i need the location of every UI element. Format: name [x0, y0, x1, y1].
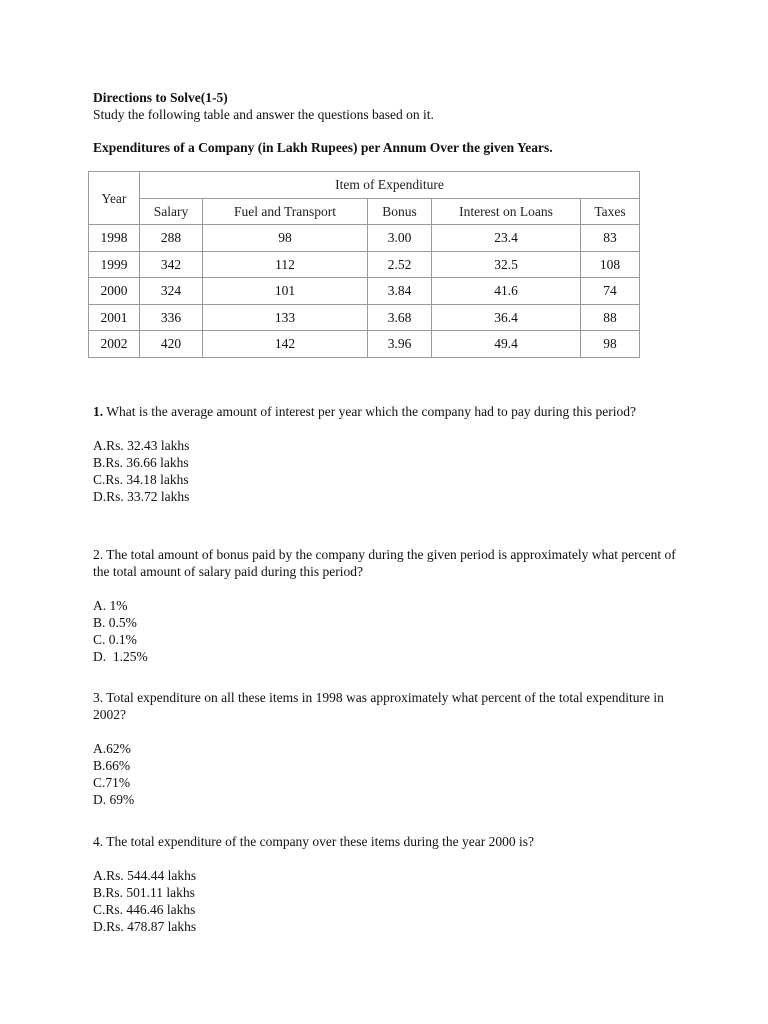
question-text: [93, 546, 683, 580]
question-text: [93, 833, 683, 850]
cell-year: 2000: [89, 278, 140, 305]
option-a: A.Rs. 544.44 lakhs: [93, 868, 197, 883]
cell-interest-on-loans: 32.5: [432, 251, 581, 278]
cell-taxes: 108: [581, 251, 640, 278]
item-group-header: Item of Expenditure: [140, 172, 640, 199]
column-header-bonus: Bonus: [368, 198, 432, 225]
cell-interest-on-loans: 49.4: [432, 331, 581, 358]
cell-bonus: 3.84: [368, 278, 432, 305]
question-text: [93, 403, 683, 420]
option-a: A.Rs. 32.43 lakhs: [93, 438, 190, 453]
table-header-row: [89, 172, 640, 199]
cell-taxes: 98: [581, 331, 640, 358]
cell-fuel-and-transport: 98: [203, 225, 368, 252]
table-body: [89, 225, 640, 358]
question-4: [93, 833, 683, 935]
option-a: A. 1%: [93, 598, 128, 613]
table-row: [89, 331, 640, 358]
question-2: [93, 546, 683, 665]
cell-fuel-and-transport: 101: [203, 278, 368, 305]
column-header-interest: Interest on Loans: [432, 198, 581, 225]
option-b: B.66%: [93, 758, 131, 773]
cell-salary: 342: [140, 251, 203, 278]
expenditure-table: [88, 171, 640, 358]
question-3: [93, 689, 683, 808]
cell-bonus: 2.52: [368, 251, 432, 278]
option-d: D. 1.25%: [93, 649, 148, 664]
cell-year: 2002: [89, 331, 140, 358]
cell-bonus: 3.00: [368, 225, 432, 252]
cell-taxes: 88: [581, 304, 640, 331]
question-body: 4. The total expenditure of the company over these items during the year 2000 is?: [93, 834, 534, 849]
cell-salary: 288: [140, 225, 203, 252]
cell-bonus: 3.68: [368, 304, 432, 331]
question-body: 2. The total amount of bonus paid by the company during the given period is approximately what percent of the total amount of salary paid during this period?: [93, 547, 676, 579]
table-caption: Expenditures of a Company (in Lakh Rupees) per Annum Over the given Years.: [93, 140, 553, 155]
option-d: D.Rs. 33.72 lakhs: [93, 489, 190, 504]
directions-heading: Directions to Solve(1-5): [93, 90, 228, 105]
option-a: A.62%: [93, 741, 131, 756]
cell-interest-on-loans: 41.6: [432, 278, 581, 305]
cell-salary: 324: [140, 278, 203, 305]
column-header-fuel: Fuel and Transport: [203, 198, 368, 225]
table-row: [89, 251, 640, 278]
option-c: C.71%: [93, 775, 131, 790]
cell-salary: 336: [140, 304, 203, 331]
option-b: B. 0.5%: [93, 615, 137, 630]
options-list: [93, 597, 683, 665]
year-header: Year: [89, 172, 140, 225]
table-subheader-row: [89, 198, 640, 225]
column-header-taxes: Taxes: [581, 198, 640, 225]
cell-year: 1999: [89, 251, 140, 278]
option-b: B.Rs. 501.11 lakhs: [93, 885, 195, 900]
cell-bonus: 3.96: [368, 331, 432, 358]
option-c: C.Rs. 34.18 lakhs: [93, 472, 189, 487]
option-b: B.Rs. 36.66 lakhs: [93, 455, 189, 470]
cell-fuel-and-transport: 133: [203, 304, 368, 331]
question-text: [93, 689, 683, 723]
options-list: [93, 740, 683, 808]
cell-salary: 420: [140, 331, 203, 358]
cell-fuel-and-transport: 112: [203, 251, 368, 278]
table-row: [89, 304, 640, 331]
cell-taxes: 83: [581, 225, 640, 252]
cell-taxes: 74: [581, 278, 640, 305]
question-body: 3. Total expenditure on all these items in 1998 was approximately what percent of the total expenditure in 2002?: [93, 690, 664, 722]
option-d: D. 69%: [93, 792, 135, 807]
cell-interest-on-loans: 36.4: [432, 304, 581, 331]
option-c: C.Rs. 446.46 lakhs: [93, 902, 196, 917]
directions-intro: Study the following table and answer the questions based on it.: [93, 107, 434, 122]
column-header-salary: Salary: [140, 198, 203, 225]
question-1: [93, 403, 683, 505]
option-d: D.Rs. 478.87 lakhs: [93, 919, 197, 934]
options-list: [93, 437, 683, 505]
options-list: [93, 867, 683, 935]
question-body: What is the average amount of interest per year which the company had to pay during this period?: [103, 404, 636, 419]
cell-fuel-and-transport: 142: [203, 331, 368, 358]
table-row: [89, 278, 640, 305]
question-number: 1.: [93, 404, 104, 419]
option-c: C. 0.1%: [93, 632, 137, 647]
cell-interest-on-loans: 23.4: [432, 225, 581, 252]
cell-year: 1998: [89, 225, 140, 252]
table-row: [89, 225, 640, 252]
cell-year: 2001: [89, 304, 140, 331]
